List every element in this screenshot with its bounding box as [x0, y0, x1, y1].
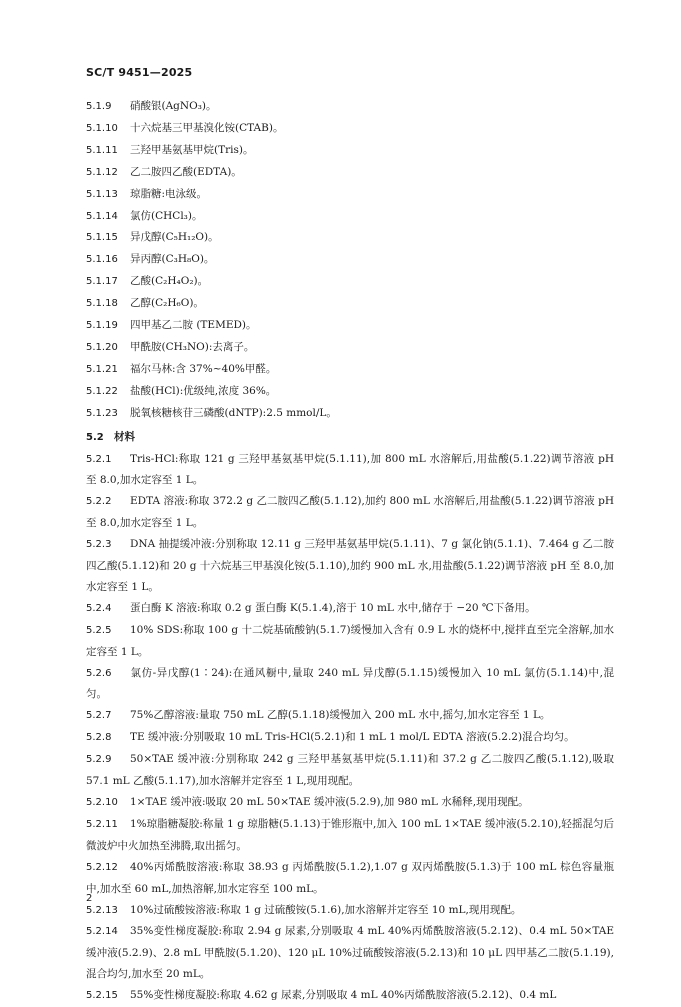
reagent-item [86, 359, 614, 381]
clause-number: 5.1.18 [86, 294, 130, 315]
clause-text: Tris-HCl:称取 121 g 三羟甲基氨基甲烷(5.1.11),加 800 mL 水溶解后,用盐酸(5.1.22)调节溶液 pH 至 8.0,加水定容至 1 L。 [86, 453, 614, 487]
material-item [86, 491, 614, 534]
clause-text: 硝酸银(AgNO₃)。 [130, 100, 217, 112]
clause-text: 福尔马林:含 37%~40%甲醛。 [130, 363, 276, 375]
clause-number: 5.2.5 [86, 621, 130, 642]
material-item [86, 705, 614, 727]
clause-number: 5.1.20 [86, 338, 130, 359]
clause-number: 5.2.11 [86, 815, 130, 836]
section-number: 5.2 [86, 428, 114, 449]
material-item [86, 534, 614, 598]
material-item [86, 814, 614, 857]
material-item [86, 620, 614, 663]
clause-number: 5.1.19 [86, 316, 130, 337]
clause-text: 75%乙醇溶液:量取 750 mL 乙醇(5.1.18)缓慢加入 200 mL 水中,摇匀,加水定容至 1 L。 [130, 709, 550, 721]
clause-number: 5.1.12 [86, 163, 130, 184]
material-item [86, 663, 614, 706]
clause-text: DNA 抽提缓冲液:分别称取 12.11 g 三羟甲基氨基甲烷(5.1.11)、7 g 氯化钠(5.1.1)、7.464 g 乙二胺四乙酸(5.1.12)和 20 g 十六烷基三甲基溴化铵(5.1.10),加约 900 mL 水,用盐酸(5.1.22)调节溶液 pH 至 8.0,加水定容至 1 L。 [86, 538, 614, 593]
clause-text: 蛋白酶 K 溶液:称取 0.2 g 蛋白酶 K(5.1.4),溶于 10 mL 水中,储存于 −20 ℃下备用。 [130, 602, 536, 614]
material-item [86, 727, 614, 749]
clause-number: 5.2.4 [86, 599, 130, 620]
material-item [86, 598, 614, 620]
material-item [86, 900, 614, 922]
clause-number: 5.1.21 [86, 360, 130, 381]
clause-number: 5.1.17 [86, 272, 130, 293]
clause-number: 5.2.13 [86, 901, 130, 922]
clause-text: 氯仿(CHCl₃)。 [130, 210, 203, 222]
clause-number: 5.1.23 [86, 404, 130, 425]
clause-number: 5.1.16 [86, 250, 130, 271]
reagent-item [86, 162, 614, 184]
clause-text: 55%变性梯度凝胶:称取 4.62 g 尿素,分别吸取 4 mL 40%丙烯酰胺溶液(5.2.12)、0.4 mL [130, 989, 556, 1001]
clause-number: 5.2.2 [86, 492, 130, 513]
clause-text: 异丙醇(C₃H₈O)。 [130, 253, 214, 265]
reagent-item [86, 271, 614, 293]
clause-text: 氯仿-异戊醇(1∶24):在通风橱中,量取 240 mL 异戊醇(5.1.15)缓慢加入 10 mL 氯仿(5.1.14)中,混匀。 [86, 667, 614, 701]
material-item [86, 449, 614, 492]
clause-text: 四甲基乙二胺 (TEMED)。 [130, 319, 257, 331]
clause-number: 5.2.15 [86, 986, 130, 1007]
clause-number: 5.1.11 [86, 141, 130, 162]
reagent-item [86, 206, 614, 228]
reagent-item [86, 293, 614, 315]
reagent-item [86, 184, 614, 206]
clause-text: 琼脂糖:电泳级。 [130, 188, 207, 200]
material-item [86, 985, 614, 1007]
clause-number: 5.1.13 [86, 185, 130, 206]
document-body [86, 96, 614, 1007]
reagent-item [86, 337, 614, 359]
clause-text: 10%过硫酸铵溶液:称取 1 g 过硫酸铵(5.1.6),加水溶解并定容至 10 mL,现用现配。 [130, 904, 521, 916]
clause-text: 1×TAE 缓冲液:吸取 20 mL 50×TAE 缓冲液(5.2.9),加 980 mL 水稀释,现用现配。 [130, 796, 529, 808]
section-title: 材料 [114, 431, 135, 443]
reagent-list [86, 96, 614, 425]
reagent-item [86, 227, 614, 249]
clause-text: 10% SDS:称取 100 g 十二烷基硫酸钠(5.1.7)缓慢加入含有 0.9 L 水的烧杯中,搅拌直至完全溶解,加水定容至 1 L。 [86, 624, 614, 658]
clause-number: 5.2.10 [86, 793, 130, 814]
material-item [86, 749, 614, 792]
clause-text: 乙醇(C₂H₆O)。 [130, 297, 204, 309]
clause-text: 35%变性梯度凝胶:称取 2.94 g 尿素,分别吸取 4 mL 40%丙烯酰胺溶液(5.2.12)、0.4 mL 50×TAE 缓冲液(5.2.9)、2.8 mL 甲酰胺(5.1.20)、120 μL 10%过硫酸铵溶液(5.2.13)和 10 μL 四甲基乙二胺(5.1.19),混合均匀,加水至 20 mL。 [86, 925, 614, 980]
clause-number: 5.2.1 [86, 450, 130, 471]
clause-text: 甲酰胺(CH₃NO):去离子。 [130, 341, 254, 353]
reagent-item [86, 249, 614, 271]
material-item [86, 921, 614, 985]
reagent-item [86, 315, 614, 337]
clause-text: 40%丙烯酰胺溶液:称取 38.93 g 丙烯酰胺(5.1.2),1.07 g 双丙烯酰胺(5.1.3)于 100 mL 棕色容量瓶中,加水至 60 mL,加热溶解,加水定容至 100 mL。 [86, 861, 614, 895]
material-list [86, 449, 614, 1007]
reagent-item [86, 140, 614, 162]
section-heading [86, 427, 614, 449]
clause-number: 5.2.8 [86, 728, 130, 749]
material-item [86, 792, 614, 814]
clause-text: TE 缓冲液:分别吸取 10 mL Tris-HCl(5.2.1)和 1 mL 1 mol/L EDTA 溶液(5.2.2)混合均匀。 [130, 731, 575, 743]
clause-number: 5.1.15 [86, 228, 130, 249]
standard-code-header: SC/T 9451—2025 [86, 66, 192, 79]
clause-number: 5.2.9 [86, 750, 130, 771]
clause-text: 乙酸(C₂H₄O₂)。 [130, 275, 208, 287]
clause-number: 5.2.7 [86, 706, 130, 727]
clause-text: 脱氧核糖核苷三磷酸(dNTP):2.5 mmol/L。 [130, 407, 337, 419]
clause-number: 5.2.12 [86, 858, 130, 879]
reagent-item [86, 381, 614, 403]
clause-text: 乙二胺四乙酸(EDTA)。 [130, 166, 242, 178]
clause-text: 1%琼脂糖凝胶:称量 1 g 琼脂糖(5.1.13)于锥形瓶中,加入 100 mL 1×TAE 缓冲液(5.2.10),轻摇混匀后微波炉中火加热至沸腾,取出摇匀。 [86, 818, 614, 852]
clause-text: 异戊醇(C₅H₁₂O)。 [130, 231, 219, 243]
clause-text: 十六烷基三甲基溴化铵(CTAB)。 [130, 122, 283, 134]
clause-number: 5.1.10 [86, 119, 130, 140]
clause-text: 三羟甲基氨基甲烷(Tris)。 [130, 144, 253, 156]
clause-number: 5.2.14 [86, 922, 130, 943]
material-item [86, 857, 614, 900]
clause-number: 5.1.9 [86, 97, 130, 118]
reagent-item [86, 118, 614, 140]
reagent-item [86, 403, 614, 425]
clause-text: 50×TAE 缓冲液:分别称取 242 g 三羟甲基氨基甲烷(5.1.11)和 37.2 g 乙二胺四乙酸(5.1.12),吸取 57.1 mL 乙酸(5.1.17),加水溶解并定容至 1 L,现用现配。 [86, 753, 614, 787]
clause-number: 5.2.3 [86, 535, 130, 556]
clause-number: 5.1.22 [86, 382, 130, 403]
reagent-item [86, 96, 614, 118]
clause-number: 5.1.14 [86, 207, 130, 228]
clause-text: 盐酸(HCl):优级纯,浓度 36%。 [130, 385, 276, 397]
page-number: 2 [86, 893, 92, 904]
clause-number: 5.2.6 [86, 664, 130, 685]
clause-text: EDTA 溶液:称取 372.2 g 乙二胺四乙酸(5.1.12),加约 800 mL 水溶解后,用盐酸(5.1.22)调节溶液 pH 至 8.0,加水定容至 1 L。 [86, 495, 614, 529]
